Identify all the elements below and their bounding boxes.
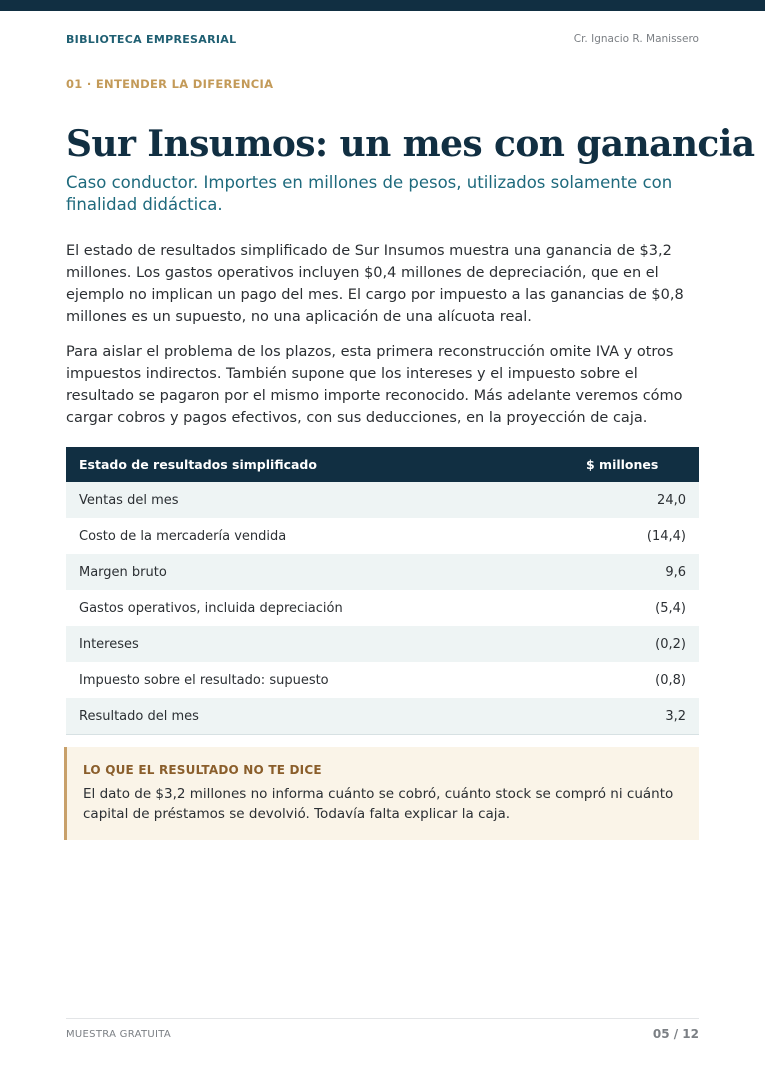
row-value: (0,2) bbox=[573, 626, 699, 662]
footer-label: MUESTRA GRATUITA bbox=[66, 1029, 171, 1040]
table-row bbox=[66, 554, 699, 590]
table-header-row bbox=[66, 447, 699, 482]
page-number: 05 / 12 bbox=[652, 1027, 699, 1041]
section-label: 01 · ENTENDER LA DIFERENCIA bbox=[66, 77, 274, 91]
row-label: Gastos operativos, incluida depreciación bbox=[79, 600, 343, 616]
page-title: Sur Insumos: un mes con ganancia bbox=[66, 123, 755, 165]
row-label: Costo de la mercadería vendida bbox=[79, 528, 287, 544]
table-row bbox=[66, 626, 699, 662]
table-row bbox=[66, 662, 699, 698]
row-label: Intereses bbox=[66, 626, 573, 662]
row-value: (5,4) bbox=[655, 600, 686, 616]
author-name: Cr. Ignacio R. Manissero bbox=[573, 33, 699, 45]
callout-title: LO QUE EL RESULTADO NO TE DICE bbox=[83, 763, 322, 777]
row-value: 24,0 bbox=[573, 482, 699, 518]
row-value: 3,2 bbox=[573, 698, 699, 735]
table-header-amount: $ millones bbox=[573, 447, 699, 482]
row-label: Resultado del mes bbox=[66, 698, 573, 735]
table-row-total bbox=[66, 698, 699, 735]
body-paragraph: Para aislar el problema de los plazos, esta primera reconstrucción omite IVA y otros impuestos indirectos. También supone que los intereses y el impuesto sobre el resultado se pagaron por el mismo importe reconocido. Más adelante veremos cómo cargar cobros y pagos efectivos, con sus deducciones, en la proyección de caja. bbox=[66, 344, 683, 426]
callout-box bbox=[64, 747, 699, 840]
row-label: Ventas del mes bbox=[66, 482, 573, 518]
table-header-concept: Estado de resultados simplificado bbox=[66, 447, 573, 482]
table-row bbox=[66, 518, 699, 554]
row-label: Impuesto sobre el resultado: supuesto bbox=[79, 672, 329, 688]
brand-name: BIBLIOTECA EMPRESARIAL bbox=[66, 33, 237, 46]
table-row bbox=[66, 482, 699, 518]
page-header bbox=[66, 33, 699, 47]
page-subtitle: Caso conductor. Importes en millones de pesos, utilizados solamente con finalidad didáctica. bbox=[66, 173, 673, 214]
footer-divider bbox=[66, 1018, 699, 1019]
table-row bbox=[66, 590, 699, 626]
row-value: (0,8) bbox=[655, 672, 686, 688]
top-accent-bar bbox=[0, 0, 765, 11]
income-statement-table bbox=[66, 447, 699, 735]
body-paragraph: El estado de resultados simplificado de Sur Insumos muestra una ganancia de $3,2 millones. Los gastos operativos incluyen $0,4 millones de depreciación, que en el ejemplo no implican un pago del mes. El cargo por impuesto a las ganancias de $0,8 millones es un supuesto, no una aplicación de una alícuota real. bbox=[66, 243, 684, 325]
row-value: (14,4) bbox=[646, 528, 686, 544]
callout-text: El dato de $3,2 millones no informa cuánto se cobró, cuánto stock se compró ni cuánto capital de préstamos se devolvió. Todavía falta explicar la caja. bbox=[83, 786, 674, 822]
row-label: Margen bruto bbox=[66, 554, 573, 590]
row-value: 9,6 bbox=[573, 554, 699, 590]
